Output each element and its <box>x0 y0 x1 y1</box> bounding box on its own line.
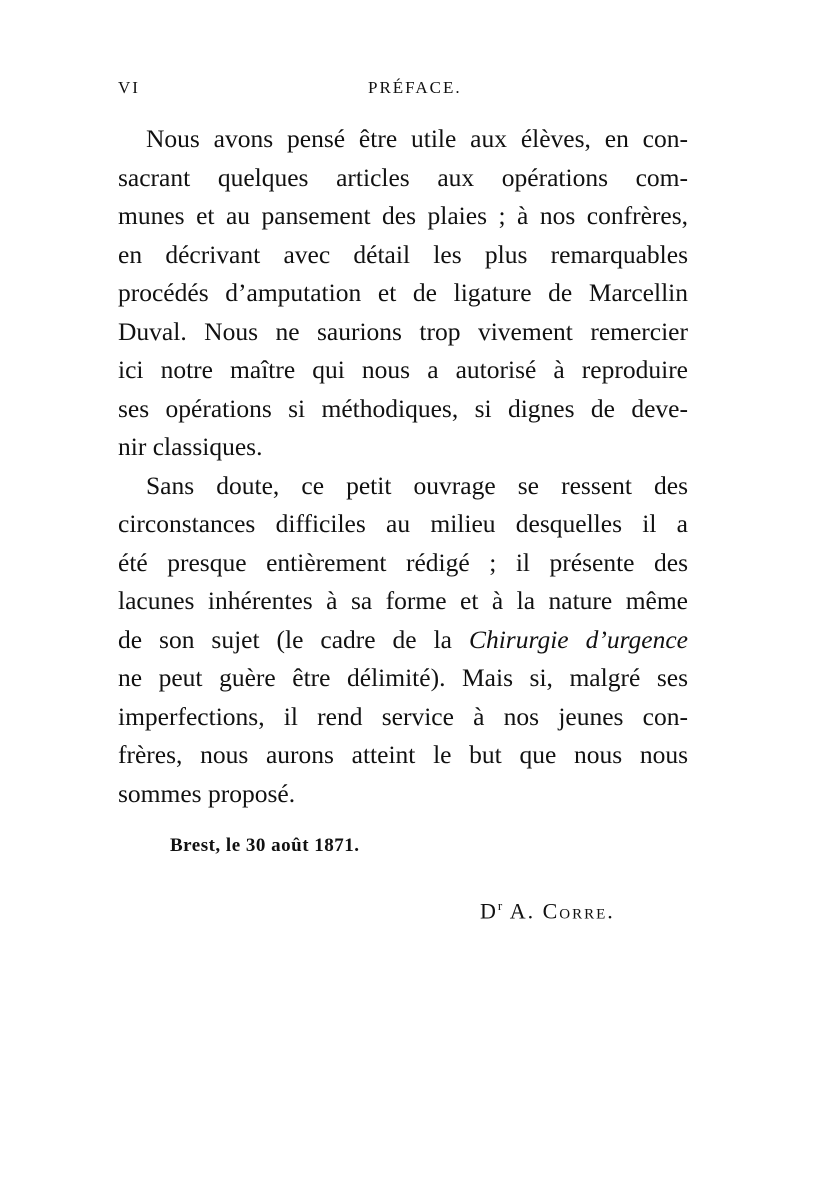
text-line: circonstances difficiles au milieu desquelles il a <box>118 509 688 538</box>
text-line: nir classiques. <box>118 432 263 461</box>
paragraph-2 <box>118 467 688 814</box>
text-line: Sans doute, ce petit ouvrage se ressent des <box>146 470 688 500</box>
text-line: ici notre maître qui nous a autorisé à reproduire <box>118 355 688 384</box>
text-line: Nous avons pensé être utile aux élèves, en con- <box>146 124 688 153</box>
signature <box>480 898 615 924</box>
signature-name: A. Corre. <box>509 898 615 924</box>
text-line: procédés d’amputation et de ligature de Marcellin <box>118 278 688 307</box>
signature-prefix: D <box>480 898 498 924</box>
text-line: munes et au pansement des plaies ; à nos confrères, <box>118 201 688 230</box>
text-line: été presque entièrement rédigé ; il présente des <box>118 547 688 577</box>
preface-body <box>118 120 688 813</box>
date-line: Brest, le 30 août 1871. <box>170 835 360 856</box>
paragraph-1 <box>118 120 688 467</box>
text-line: Duval. Nous ne saurions trop vivement remercier <box>118 316 688 346</box>
text-segment: de son sujet (le cadre de la <box>118 624 469 654</box>
text-line: imperfections, il rend service à nos jeunes con- <box>118 701 688 731</box>
text-line: frères, nous aurons atteint le but que nous nous <box>118 740 688 769</box>
text-line: lacunes inhérentes à sa forme et à la nature même <box>118 586 688 615</box>
text-line: sacrant quelques articles aux opérations com- <box>118 162 688 192</box>
text-line: sommes proposé. <box>118 778 296 808</box>
page-header <box>118 78 688 102</box>
text-line: ne peut guère être délimité). Mais si, malgré ses <box>118 663 688 692</box>
running-title: PRÉFACE. <box>368 78 462 97</box>
text-line: en décrivant avec détail les plus remarquables <box>118 239 688 269</box>
page-number: VI <box>118 78 140 97</box>
text-line-with-italic <box>118 621 688 660</box>
signature-superscript: r <box>497 898 503 913</box>
text-line: ses opérations si méthodiques, si dignes de deve- <box>118 393 688 423</box>
italic-title: Chirurgie d’urgence <box>468 624 689 654</box>
